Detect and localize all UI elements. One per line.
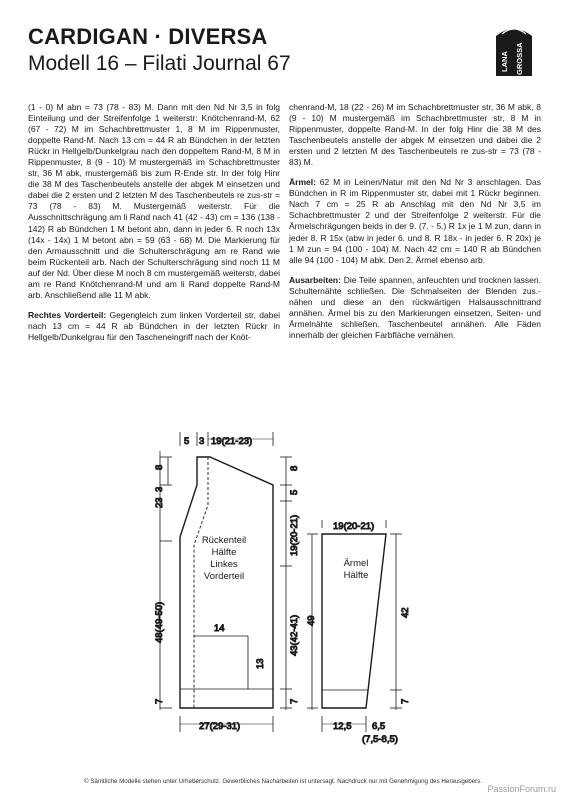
section-text: Die Teile spannen, anfeuchten und trocknen lassen. Schulternähte schließen. Die Schmalseiten der Blenden zus.-nähen und diese an den rückwärtigen Halsausschnittrand annähen. Ärmel bis zu den Markierungen einsetzen, Seiten- und Ärmelnähte schließen. Taschenbeutel annähen. Alle Fäden innerhalb der gleichen Farbfläche vernähen. <box>289 274 541 340</box>
sleeve-bottom-6-5: 6,5 <box>372 721 386 732</box>
instruction-paragraph: (1 - 0) M abn = 73 (78 - 83) M. Dann mit den Nd Nr 3,5 in folg Einteilung und der Streifenfolge 1 weiterstr: Knötchenrand-M, 62 (67 - 72) M im Schachbrettmuster 1, 8 M im Rippenmuster, doppelte Rand-M. Nach 13 cm = 44 R ab Bündchen in der letzten Rückr in Hellgelb/Dunkelgrau nach den doppeltem Rand-M, 8 M in Rippenmuster, 8 (9 - 10) M mustergemäß im Schachbrettmuster str, 36 M abk, mustergemäß bis zum R-Ende str. In der folg Hinr die 38 M des Taschenbeutels anstelle der abgek M einsetzen und dabei die 2 ersten und 2 letzten M des Taschenbeutels re zus-str = 73 (78 - 83) M. Mustergemäß weiterstr. Für die Ausschnittschrägung am li Rand nach 41 (42 - 43) cm = 136 (138 - 142) R ab Bündchen 1 M betont abn, dann in jeder 6. R noch 13x (14x - 14x) 1 M betont abn = 59 (63 - 68) M. Die Markierung für den Armausschnitt und die Schulterschrägung am re Rand wie beim Rückenteil arb. Nach der Schulterschrägung sind noch 11 M auf der Nd. Über diese M noch 8 cm mustergemäß weiterstr, dabei am re Rand Knötchenrand-M und am li Rand doppelte Rand-M arb. Anschließend alle 11 M abk. <box>28 102 280 300</box>
front-outline-dashed <box>194 457 208 708</box>
label-left-23: 23 <box>154 497 165 508</box>
section-text: Gegengleich zum linken Vorderteil str, dabei nach 13 cm = 44 R ab Bündchen in der letzten Rückr in Hellgelb/Dunkelgrau für den Tascheneingriff nach der Knöt- <box>28 309 280 342</box>
sleeve-bottom-12-5: 12,5 <box>333 721 352 732</box>
label-pocket-width: 14 <box>214 623 225 634</box>
label-right-5: 5 <box>289 489 300 495</box>
schematic-diagram <box>0 420 566 765</box>
logo-text-1: LANA <box>500 51 509 72</box>
piece-label: Ärmel <box>343 558 369 569</box>
label-top-3: 3 <box>199 436 205 447</box>
sleeve-band-7: 7 <box>400 698 411 704</box>
logo-text-2: GROSSA <box>515 42 524 75</box>
piece-label: Hälfte <box>211 547 237 558</box>
sleeve-height-49: 49 <box>306 615 317 626</box>
page-subtitle: Modell 16 – Filati Journal 67 <box>28 52 291 75</box>
instruction-paragraph: chenrand-M, 18 (22 - 26) M im Schachbrettmuster str, 36 M abk, 8 (9 - 10) M mustergemäß im Schachbrettmuster str, 8 M in Rippenmuster, doppelte Rand-M. In der folg Hinr die 38 M des Taschenbeutels anstelle der abgek M einsetzen und dabei die 2 ersten und 2 letzten M des Taschenbeutels re zus-str = 73 (78 - 83) M. <box>289 102 541 168</box>
label-bottom-width: 27(29-31) <box>199 721 241 732</box>
page-title: CARDIGAN · DIVERSA <box>28 24 268 49</box>
instruction-paragraph <box>28 310 280 343</box>
sleeve-bottom-range: (7,5-8,5) <box>362 734 398 745</box>
copyright-footer: © Sämtliche Modelle stehen unter Urheberschutz. Gewerbliches Nacharbeiten ist untersagt. Nachdruck nur mit Genehmigung des Herausgebers. <box>83 778 482 785</box>
piece-label: Linkes <box>210 559 238 570</box>
label-left-8: 8 <box>154 464 165 470</box>
instruction-paragraph <box>289 275 541 341</box>
text-column-right <box>289 102 541 350</box>
label-right-19: 19(20-21) <box>289 514 300 556</box>
piece-label: Rückenteil <box>201 535 247 546</box>
instruction-paragraph <box>289 177 541 265</box>
label-right-8: 8 <box>289 465 300 471</box>
lana-grossa-logo <box>492 20 536 78</box>
label-band-left: 7 <box>154 698 165 704</box>
section-heading: Rechtes Vorderteil: <box>28 309 107 320</box>
sleeve-height-42: 42 <box>400 607 411 618</box>
section-heading: Ärmel: <box>289 177 316 188</box>
text-column-left <box>28 102 280 352</box>
sleeve-measures <box>307 520 402 732</box>
label-top-width: 19(21-23) <box>211 436 253 447</box>
label-pocket-13: 13 <box>255 658 266 669</box>
sleeve-top-width: 19(20-21) <box>333 521 375 532</box>
watermark: PassionForum.ru <box>487 784 556 794</box>
piece-label: Hälfte <box>343 570 369 581</box>
label-left-3: 3 <box>154 486 165 492</box>
label-top-5: 5 <box>184 436 190 447</box>
piece-label: Vorderteil <box>203 571 245 582</box>
label-total-height: 48(49-50) <box>154 601 165 643</box>
section-heading: Ausarbeiten: <box>289 274 341 285</box>
label-band-right: 7 <box>289 698 300 704</box>
label-side-height: 43(42-41) <box>289 614 300 656</box>
section-text: 62 M in Leinen/Natur mit den Nd Nr 3 anschlagen. Das Bündchen in R im Rippenmuster str, dabei mit 1 Rückr beginnen. Nach 7 cm = 25 R ab Anschlag mit den Nd Nr 3,5 im Schachbrettmuster 2 und der Streifenfolge 2 weiterstr. Für die Ärmelschrägungen beids in der 9. (7. - 5.) R 1x je 1 M zun, dann in jeder 8. R 15x (abw in jeder 6. und 8. R 18x - in jeder 6. R 20x) je 1 M zun = 94 (100 - 104) M. Nach 42 cm = 140 R ab Bündchen alle 94 (100 - 104) M abk. Den 2. Ärmel ebenso arb. <box>289 177 541 265</box>
